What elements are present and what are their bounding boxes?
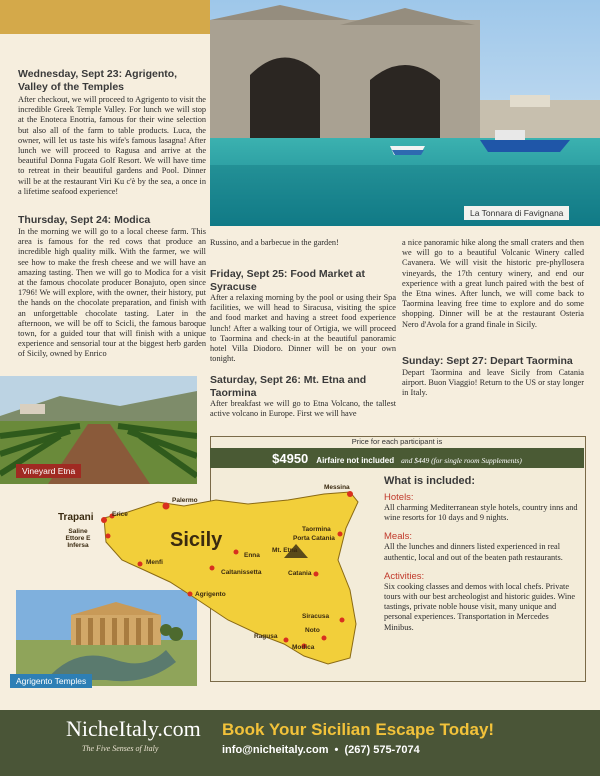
sat-body: After breakfast we will go to Etna Volcano, the tallest active volcano in Europe. First we will have	[210, 399, 396, 419]
contact-phone[interactable]: (267) 575-7074	[344, 744, 420, 756]
trapani-marker	[101, 517, 107, 523]
city-catania: Catania	[288, 570, 312, 577]
city-ragusa: Ragusa	[254, 633, 278, 640]
wed-heading: Wednesday, Sept 23: Agrigento, Valley of the Temples	[18, 68, 178, 93]
tonnara-illustration	[210, 0, 600, 226]
price-amount: $4950	[272, 451, 309, 466]
city-noto: Noto	[305, 627, 320, 634]
thu-heading: Thursday, Sept 24: Modica	[18, 214, 151, 226]
activities-text: Six cooking classes and demos with local chefs. Private tours with our best archeologist and historic guides. Wine tastings, private noble house visit, many unique and personal experiences. Transportation in Mercedes Minibus.	[384, 581, 575, 632]
thu-body-cont: Russino, and a barbecue in the garden!	[210, 238, 339, 247]
catania-marker	[314, 572, 319, 577]
wed-body: After checkout, we will proceed to Agrigento to visit the incredible Greek Temple Valley. For lunch we will stop at the Enoteca Enotria, famous for their wine selection but also all of the farm to table products. Luca, the owner, will let us taste his wife's famous lasagna! After lunch we will proceed to Ragusa and arrive at the beautiful Donna Fugata Golf Resort. We will have time to retreat in their beautiful gardens and Pool. Dinner will be at the restaurant Viri Ku c'è by the sea, a once in a lifetime seafood experience!	[18, 95, 206, 196]
hotels-text: All charming Mediterranean style hotels, country inns and wine resorts for 10 days and 9 nights.	[384, 503, 578, 523]
noto-marker	[322, 636, 327, 641]
city-saline: Saline Ettore E Infersa	[65, 528, 91, 549]
brand-logo: NicheItaly.com	[66, 716, 201, 741]
ragusa-marker	[284, 638, 289, 643]
vineyard-caption: Vineyard Etna	[16, 464, 81, 478]
contact-separator: •	[334, 744, 339, 756]
taormina-marker	[338, 532, 343, 537]
agrigento-marker	[188, 592, 193, 597]
city-agrigento: Agrigento	[195, 591, 226, 598]
sicily-map	[88, 478, 388, 678]
city-modica: Modica	[292, 644, 315, 651]
tonnara-photo	[210, 0, 600, 226]
siracusa-marker	[340, 618, 345, 623]
sat-body-cont: a nice panoramic hike along the small craters and then we will go to a beautiful Volcanic Winery called Cavanera. We will visit the historic pre-phyllosera vineyards, the 17th century winery, and end our experience with a great lunch paired with the best of the Etna wines. After lunch, we will come back to Taormina leaving free time to explore and do some shopping. Dinner will be at the restaurant Osteria Nero d'Avola for a grand finale in Sicily.	[402, 238, 584, 329]
airfare-note: Airfaire not included	[316, 456, 395, 465]
meals-text: All the lunches and dinners listed experienced in real authentic, local and out of the beaten path restaurants.	[384, 542, 563, 562]
city-enna: Enna	[244, 552, 260, 559]
messina-marker	[347, 491, 353, 497]
palermo-marker	[163, 503, 170, 510]
supplement-note: and $449 (for single room Supplements)	[401, 456, 522, 465]
meals-heading: Meals:	[384, 531, 412, 543]
tonnara-caption: La Tonnara di Favignana	[464, 206, 569, 220]
price-line	[210, 450, 584, 468]
fri-body: After a relaxing morning by the pool or using their Spa facilities, we will head to Siracusa, visiting the spice and food market and having a street food experience lunch! After a walking tour of Ortigia, we will proceed to Taormina and check-in at the beautiful panoramic hotel Villa Diodoro. Dinner will be on your own tonight.	[210, 293, 396, 364]
menfi-marker	[138, 562, 143, 567]
contact-email[interactable]: info@nicheitaly.com	[222, 744, 329, 756]
sat-heading: Saturday, Sept 26: Mt. Etna and Taormina	[210, 374, 367, 399]
sun-body: Depart Taormina and leave Sicily from Catania airport. Buon Viaggio! Return to the US or stay longer in Italy.	[402, 368, 584, 398]
caltanissetta-marker	[210, 566, 215, 571]
city-etna: Mt. Etna	[272, 547, 298, 554]
sun-heading: Sunday: Sept 27: Depart Taormina	[402, 355, 573, 367]
sicily-shape	[104, 492, 358, 664]
city-caltanissetta: Caltanissetta	[221, 569, 262, 576]
city-palermo: Palermo	[172, 497, 198, 504]
agrigento-caption: Agrigento Temples	[10, 674, 92, 688]
included-panel	[384, 475, 580, 633]
city-trapani: Trapani	[58, 512, 94, 523]
cta-headline: Book Your Sicilian Escape Today!	[222, 720, 495, 739]
contact-line	[222, 744, 420, 756]
city-siracusa: Siracusa	[302, 613, 330, 620]
fri-heading: Friday, Sept 25: Food Market at Syracuse	[210, 268, 366, 293]
price-label: Price for each participant is	[351, 437, 443, 446]
thu-body: In the morning we will go to a local cheese farm. This area is famous for the red cows that produce an incredible high quality milk. With the farmer, we will see how to make the fresh cheese and we will have an amazing tasting. Then we will go to Modica for a visit at the famous chocolate producer Bonajuto, open since 1796! We will explore, with the owner, their history, put the hands on the chocolate preparation, and finish with an unforgettable chocolate tasting. Later in the afternoon, we will be off to Scicli, the famous baroque town, for a guided tour that will finish with a unique experience and sensorial tour at the biggest herb garden of Sicily, owned by Enrico	[18, 227, 206, 359]
map-title: Sicily	[170, 529, 223, 551]
city-taormina: Taormina	[302, 526, 331, 533]
enna-marker	[234, 550, 239, 555]
city-porta-catania: Porta Catania	[293, 535, 335, 542]
included-title: What is included:	[384, 475, 476, 487]
city-erice: Erice	[112, 511, 128, 518]
city-messina: Messina	[324, 484, 350, 491]
city-menfi: Menfi	[146, 559, 163, 566]
top-accent-strip	[0, 0, 210, 34]
saline-marker	[106, 534, 111, 539]
brand-tagline: The Five Senses of Italy	[82, 744, 159, 753]
hotels-heading: Hotels:	[384, 492, 414, 503]
activities-heading: Activities:	[384, 570, 425, 582]
